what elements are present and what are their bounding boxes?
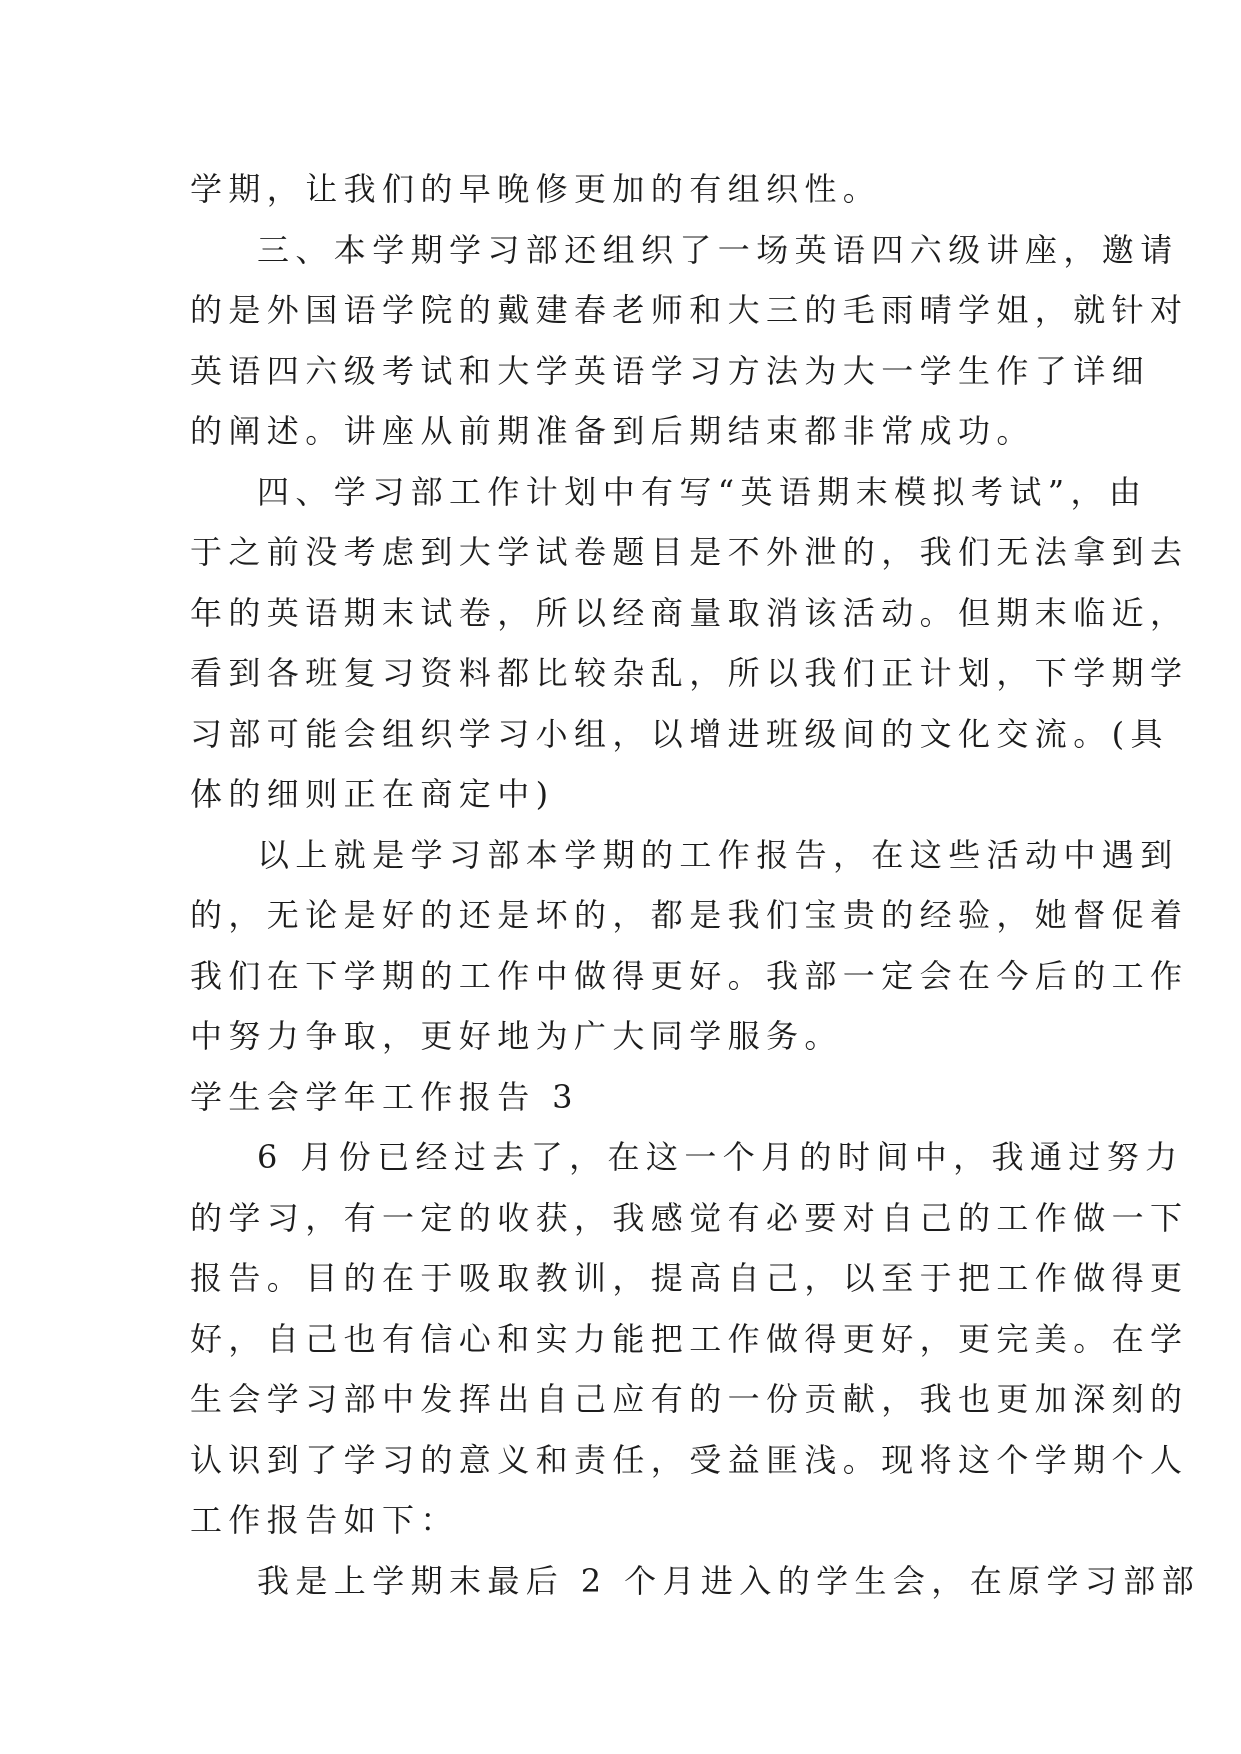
text-line: 中努力争取，更好地为广大同学服务。 (190, 1017, 843, 1055)
text-line: 的阐述。讲座从前期准备到后期结束都非常成功。 (190, 412, 1035, 450)
text-line: 的，无论是好的还是坏的，都是我们宝贵的经验，她督促着 (190, 896, 1189, 934)
text-line: 工作报告如下： (190, 1501, 459, 1539)
text-line: 认识到了学习的意义和责任，受益匪浅。现将这个学期个人 (190, 1440, 1189, 1479)
paragraph-first-line: 6 月份已经过去了，在这一个月的时间中，我通过努力 (257, 1138, 1184, 1176)
text-line: 好，自己也有信心和实力能把工作做得更好，更完美。在学 (190, 1319, 1189, 1358)
text-line: 的学习，有一定的收获，我感觉有必要对自己的工作做一下 (190, 1198, 1189, 1237)
paragraph-first-line: 三、本学期学习部还组织了一场英语四六级讲座，邀请 (257, 230, 1179, 269)
text-line: 我们在下学期的工作中做得更好。我部一定会在今后的工作 (190, 956, 1189, 995)
paragraph-first-line: 四、学习部工作计划中有写“英语期末模拟考试”，由 (257, 472, 1148, 511)
text-line: 看到各班复习资料都比较杂乱，所以我们正计划，下学期学 (190, 654, 1189, 692)
document-body (190, 159, 1201, 1611)
text-line: 习部可能会组织学习小组，以增进班级间的文化交流。(具 (190, 714, 1169, 753)
text-line: 英语四六级考试和大学英语学习方法为大一学生作了详细 (190, 351, 1151, 390)
text-line: 的是外国语学院的戴建春老师和大三的毛雨晴学姐，就针对 (190, 291, 1189, 329)
text-line: 报告。目的在于吸取教训，提高自己，以至于把工作做得更 (190, 1259, 1189, 1297)
text-line: 生会学习部中发挥出自己应有的一份贡献，我也更加深刻的 (190, 1380, 1189, 1418)
text-line: 年的英语期末试卷，所以经商量取消该活动。但期末临近， (190, 593, 1189, 632)
text-line: 于之前没考虑到大学试卷题目是不外泄的，我们无法拿到去 (190, 533, 1189, 571)
paragraph-first-line: 我是上学期末最后 2 个月进入的学生会，在原学习部部 (257, 1561, 1201, 1600)
text-line: 学期，让我们的早晚修更加的有组织性。 (190, 170, 882, 208)
text-line: 学生会学年工作报告 3 (190, 1077, 579, 1116)
text-line: 体的细则正在商定中) (190, 775, 555, 813)
paragraph-first-line: 以上就是学习部本学期的工作报告，在这些活动中遇到 (257, 835, 1179, 874)
